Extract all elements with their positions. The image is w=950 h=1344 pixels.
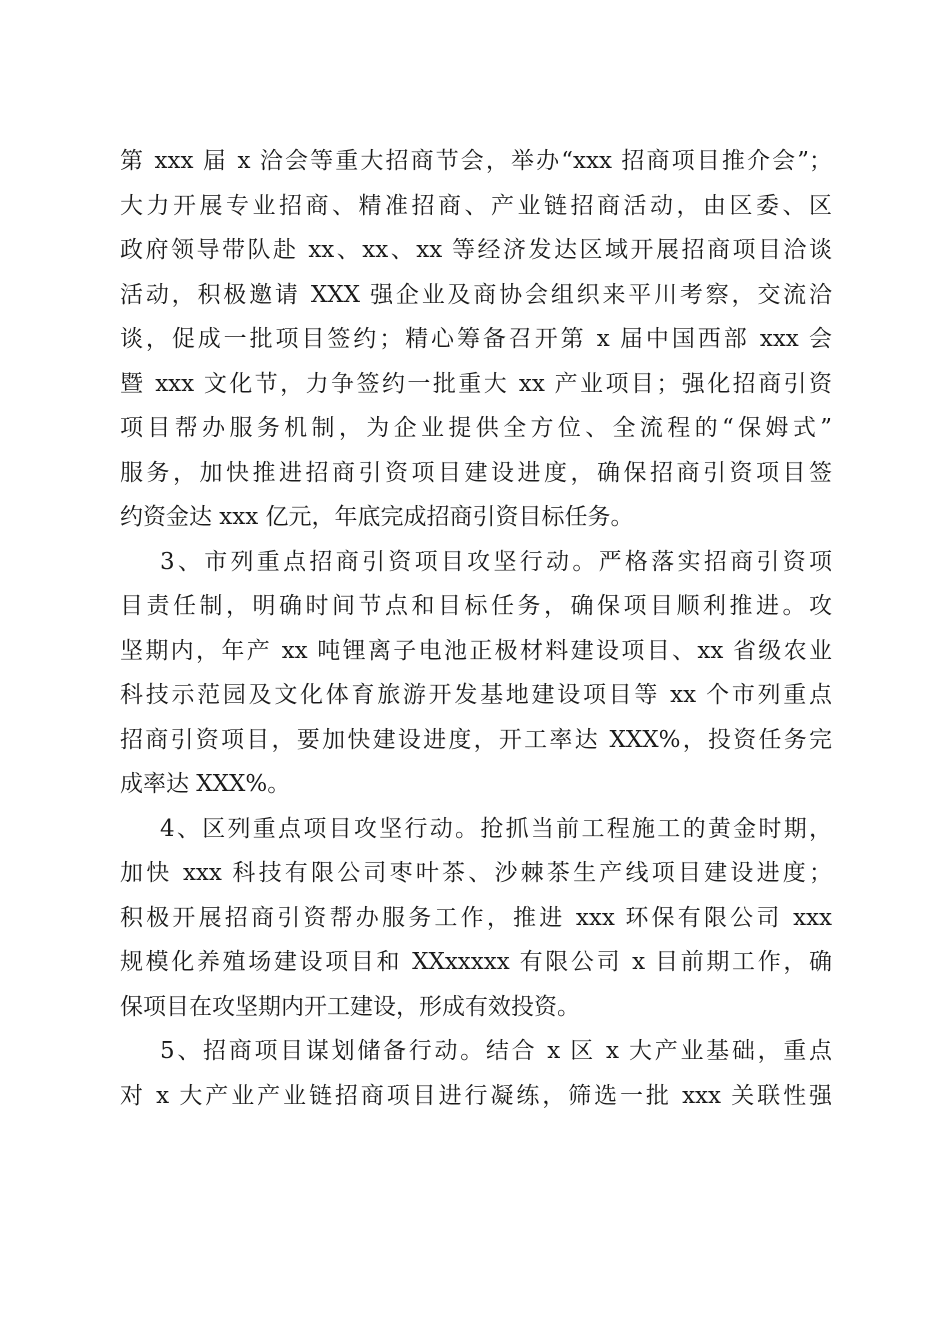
paragraph-2-line-3: 坚期内，年产 xx 吨锂离子电池正极材料建设项目、xx 省级农业 — [120, 637, 832, 664]
paragraph-2-line-1: 3、市列重点招商引资项目攻坚行动。严格落实招商引资项 — [160, 548, 832, 575]
document-body — [120, 139, 832, 1118]
paragraph-1-line-6: 暨 xxx 文化节，力争签约一批重大 xx 产业项目；强化招商引资 — [120, 370, 832, 397]
paragraph-1-line-4: 活动，积极邀请 XXX 强企业及商协会组织来平川考察，交流洽 — [120, 281, 832, 308]
paragraph-3-line-5: 保项目在攻坚期内开工建设，形成有效投资。 — [120, 993, 580, 1020]
paragraph-1-line-8: 服务，加快推进招商引资项目建设进度，确保招商引资项目签 — [120, 459, 832, 486]
paragraph-3-line-4: 规模化养殖场建设项目和 XXxxxxx 有限公司 x 目前期工作，确 — [120, 949, 832, 975]
paragraph-4-line-1: 5、招商项目谋划储备行动。结合 x 区 x 大产业基础，重点 — [160, 1038, 832, 1064]
paragraph-2-line-4: 科技示范园及文化体育旅游开发基地建设项目等 xx 个市列重点 — [120, 682, 832, 708]
paragraph-4-line-2: 对 x 大产业产业链招商项目进行凝练，筛选一批 xxx 关联性强 — [120, 1082, 832, 1109]
paragraph-1-line-1: 第 xxx 届 x 洽会等重大招商节会，举办“xxx 招商项目推介会”； — [120, 148, 832, 174]
paragraph-3-line-3: 积极开展招商引资帮办服务工作，推进 xxx 环保有限公司 xxx — [120, 904, 832, 931]
paragraph-1-line-5: 谈，促成一批项目签约；精心筹备召开第 x 届中国西部 xxx 会 — [120, 326, 832, 352]
paragraph-3-line-2: 加快 xxx 科技有限公司枣叶茶、沙棘茶生产线项目建设进度； — [120, 860, 832, 886]
paragraph-1-line-2: 大力开展专业招商、精准招商、产业链招商活动，由区委、区 — [120, 192, 832, 219]
paragraph-2-line-6: 成率达 XXX%。 — [120, 771, 291, 797]
paragraph-1-line-9: 约资金达 xxx 亿元，年底完成招商引资目标任务。 — [120, 504, 634, 530]
paragraph-2-line-5: 招商引资项目，要加快建设进度，开工率达 XXX%，投资任务完 — [120, 726, 832, 753]
paragraph-2-line-2: 目责任制，明确时间节点和目标任务，确保项目顺利推进。攻 — [120, 593, 832, 619]
paragraph-1-line-7: 项目帮办服务机制，为企业提供全方位、全流程的“保姆式” — [120, 415, 832, 441]
paragraph-3-line-1: 4、区列重点项目攻坚行动。抢抓当前工程施工的黄金时期， — [160, 815, 832, 842]
paragraph-1-line-3: 政府领导带队赴 xx、xx、xx 等经济发达区域开展招商项目洽谈 — [120, 237, 832, 263]
